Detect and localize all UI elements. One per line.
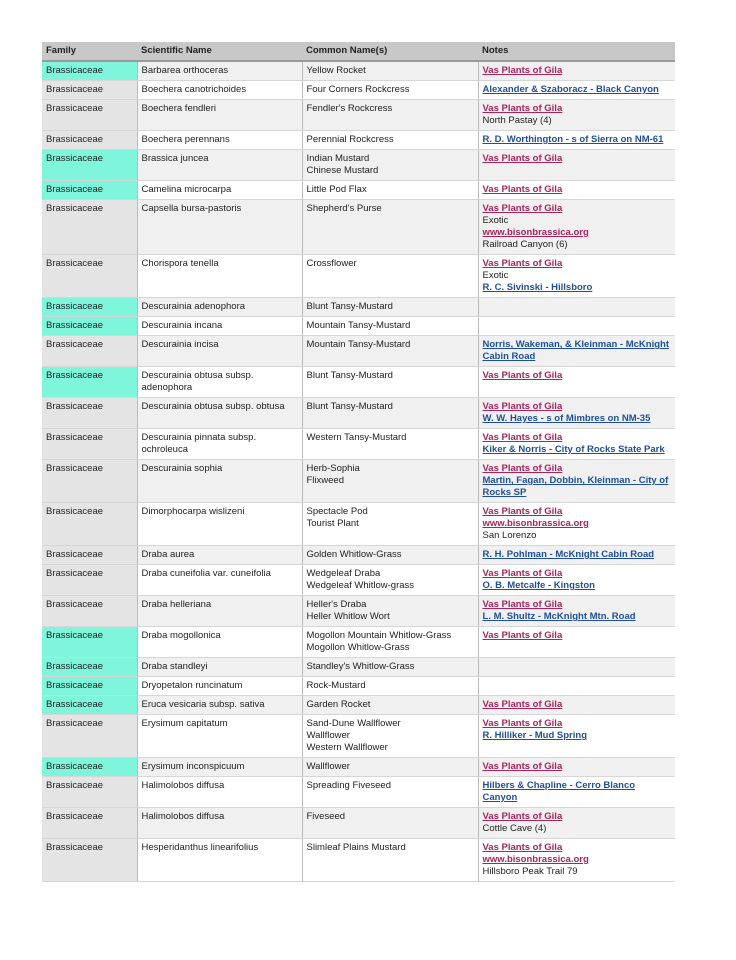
note-link[interactable]: O. B. Metcalfe - Kingston [482, 580, 595, 591]
plant-list-table [42, 42, 675, 882]
common-name-line: Fiveseed [306, 811, 346, 822]
scientific-name-line: adenophora [141, 382, 193, 393]
table-row [42, 696, 675, 715]
notes-cell [478, 298, 675, 317]
note-link[interactable]: Vas Plants of Gila [482, 153, 563, 164]
scientific-name-cell [137, 565, 302, 596]
common-name-line: Mountain Tansy-Mustard [306, 320, 411, 331]
table-row [42, 150, 675, 181]
common-name-cell [302, 658, 478, 677]
note-link[interactable]: Vas Plants of Gila [482, 401, 563, 412]
table-row [42, 565, 675, 596]
notes-cell [478, 336, 675, 367]
family-cell: Brassicaceae [42, 696, 137, 715]
common-name-line: Wallflower [306, 730, 350, 741]
family-cell: Brassicaceae [42, 150, 137, 181]
scientific-name-line: Capsella bursa-pastoris [141, 203, 242, 214]
table-row [42, 596, 675, 627]
scientific-name-cell [137, 696, 302, 715]
family-cell: Brassicaceae [42, 808, 137, 839]
scientific-name-cell [137, 200, 302, 255]
notes-cell [478, 150, 675, 181]
notes-cell [478, 61, 675, 81]
scientific-name-line: Chorispora tenella [141, 258, 219, 269]
common-name-line: Wedgeleaf Whitlow-grass [306, 580, 415, 591]
table-row [42, 758, 675, 777]
common-name-line: Flixweed [306, 475, 344, 486]
common-name-cell [302, 100, 478, 131]
family-cell: Brassicaceae [42, 546, 137, 565]
common-name-cell [302, 677, 478, 696]
common-name-line: Herb-Sophia [306, 463, 360, 474]
scientific-name-cell [137, 546, 302, 565]
table-row [42, 503, 675, 546]
table-row [42, 429, 675, 460]
table-row [42, 777, 675, 808]
note-text: Exotic [482, 215, 509, 226]
common-name-line: Spreading Fiveseed [306, 780, 391, 791]
scientific-name-cell [137, 150, 302, 181]
note-link[interactable]: Vas Plants of Gila [482, 463, 563, 474]
note-link[interactable]: R. C. Sivinski - Hillsboro [482, 282, 593, 293]
common-name-line: Wedgeleaf Draba [306, 568, 381, 579]
table-row [42, 100, 675, 131]
note-link[interactable]: Norris, Wakeman, & Kleinman - McKnight Cabin Road [482, 339, 670, 362]
note-link[interactable]: www.bisonbrassica.org [482, 518, 589, 529]
note-link[interactable]: Vas Plants of Gila [482, 184, 563, 195]
family-cell: Brassicaceae [42, 677, 137, 696]
table-row [42, 808, 675, 839]
common-name-cell [302, 460, 478, 503]
table-row [42, 677, 675, 696]
scientific-name-line: Barbarea orthoceras [141, 65, 229, 76]
common-name-line: Perennial Rockcress [306, 134, 394, 145]
table-row [42, 61, 675, 81]
scientific-name-line: Draba helleriana [141, 599, 212, 610]
note-text: Exotic [482, 270, 509, 281]
common-name-line: Mountain Tansy-Mustard [306, 339, 411, 350]
common-name-line: Mogollon Whitlow-Grass [306, 642, 410, 653]
family-cell: Brassicaceae [42, 777, 137, 808]
notes-cell [478, 398, 675, 429]
common-name-line: Western Tansy-Mustard [306, 432, 407, 443]
common-name-cell [302, 200, 478, 255]
notes-cell [478, 696, 675, 715]
scientific-name-line: Erysimum capitatum [141, 718, 228, 729]
note-link[interactable]: Vas Plants of Gila [482, 842, 563, 853]
common-name-line: Spectacle Pod [306, 506, 368, 517]
common-name-line: Standley's Whitlow-Grass [306, 661, 415, 672]
common-name-cell [302, 596, 478, 627]
note-link[interactable]: Vas Plants of Gila [482, 699, 563, 710]
notes-cell [478, 658, 675, 677]
common-name-line: Blunt Tansy-Mustard [306, 370, 393, 381]
family-cell: Brassicaceae [42, 658, 137, 677]
note-link[interactable]: Martin, Fagan, Dobbin, Kleinman - City of Rocks SP [482, 475, 669, 498]
scientific-name-cell [137, 808, 302, 839]
family-cell: Brassicaceae [42, 81, 137, 100]
scientific-name-cell [137, 677, 302, 696]
scientific-name-line: Camelina microcarpa [141, 184, 232, 195]
note-link[interactable]: R. Hilliker - Mud Spring [482, 730, 588, 741]
note-link[interactable]: Vas Plants of Gila [482, 568, 563, 579]
scientific-name-cell [137, 131, 302, 150]
family-cell: Brassicaceae [42, 61, 137, 81]
common-name-line: Crossflower [306, 258, 357, 269]
notes-cell [478, 758, 675, 777]
scientific-name-line: Descurainia obtusa subsp. [141, 370, 254, 381]
scientific-name-cell [137, 503, 302, 546]
family-cell: Brassicaceae [42, 317, 137, 336]
scientific-name-cell [137, 181, 302, 200]
common-name-cell [302, 627, 478, 658]
scientific-name-line: Dryopetalon runcinatum [141, 680, 243, 691]
family-cell: Brassicaceae [42, 200, 137, 255]
common-name-cell [302, 298, 478, 317]
note-link[interactable]: W. W. Hayes - s of Mimbres on NM-35 [482, 413, 651, 424]
note-link[interactable]: Vas Plants of Gila [482, 103, 563, 114]
common-name-cell [302, 61, 478, 81]
note-link[interactable]: Vas Plants of Gila [482, 630, 563, 641]
family-cell: Brassicaceae [42, 460, 137, 503]
scientific-name-line: Brassica juncea [141, 153, 209, 164]
notes-cell [478, 808, 675, 839]
scientific-name-line: Descurainia incana [141, 320, 223, 331]
scientific-name-cell [137, 658, 302, 677]
scientific-name-line: Draba standleyi [141, 661, 208, 672]
family-cell: Brassicaceae [42, 131, 137, 150]
common-name-line: Wallflower [306, 761, 350, 772]
note-text: Cottle Cave (4) [482, 823, 547, 834]
family-cell: Brassicaceae [42, 181, 137, 200]
notes-cell [478, 839, 675, 882]
common-name-cell [302, 758, 478, 777]
common-name-cell [302, 808, 478, 839]
common-name-cell [302, 546, 478, 565]
note-link[interactable]: Hilbers & Chapline - Cerro Blanco Canyon [482, 780, 636, 803]
scientific-name-cell [137, 398, 302, 429]
scientific-name-cell [137, 596, 302, 627]
scientific-name-line: Boechera perennans [141, 134, 230, 145]
scientific-name-cell [137, 777, 302, 808]
notes-cell [478, 503, 675, 546]
table-row [42, 460, 675, 503]
table-row [42, 181, 675, 200]
note-link[interactable]: Vas Plants of Gila [482, 65, 563, 76]
table-row [42, 81, 675, 100]
family-cell: Brassicaceae [42, 565, 137, 596]
header-scientific-name: Scientific Name [137, 42, 302, 61]
notes-cell [478, 81, 675, 100]
scientific-name-line: Halimolobos diffusa [141, 780, 225, 791]
common-name-cell [302, 503, 478, 546]
common-name-cell [302, 696, 478, 715]
table-row [42, 255, 675, 298]
note-link[interactable]: Vas Plants of Gila [482, 599, 563, 610]
note-link[interactable]: www.bisonbrassica.org [482, 227, 589, 238]
header-common-names: Common Name(s) [302, 42, 478, 61]
table-row [42, 317, 675, 336]
family-cell: Brassicaceae [42, 336, 137, 367]
note-link[interactable]: Alexander & Szaboracz - Black Canyon [482, 84, 659, 95]
notes-cell [478, 131, 675, 150]
common-name-cell [302, 255, 478, 298]
table-row [42, 627, 675, 658]
scientific-name-cell [137, 317, 302, 336]
table-row [42, 658, 675, 677]
scientific-name-line: Halimolobos diffusa [141, 811, 225, 822]
note-text: Hillsboro Peak Trail 79 [482, 866, 578, 877]
note-link[interactable]: Vas Plants of Gila [482, 718, 563, 729]
notes-cell [478, 200, 675, 255]
table-row [42, 336, 675, 367]
common-name-cell [302, 715, 478, 758]
table-row [42, 546, 675, 565]
common-name-line: Four Corners Rockcress [306, 84, 410, 95]
table-row [42, 398, 675, 429]
note-link[interactable]: Kiker & Norris - City of Rocks State Park [482, 444, 665, 455]
notes-cell [478, 317, 675, 336]
header-notes: Notes [478, 42, 675, 61]
scientific-name-line: Eruca vesicaria subsp. sativa [141, 699, 265, 710]
common-name-line: Fendler's Rockcress [306, 103, 393, 114]
family-cell: Brassicaceae [42, 367, 137, 398]
notes-cell [478, 460, 675, 503]
notes-cell [478, 565, 675, 596]
common-name-cell [302, 398, 478, 429]
scientific-name-line: Descurainia adenophora [141, 301, 246, 312]
scientific-name-line: Draba aurea [141, 549, 195, 560]
common-name-line: Blunt Tansy-Mustard [306, 401, 393, 412]
notes-cell [478, 429, 675, 460]
scientific-name-line: ochroleuca [141, 444, 188, 455]
notes-cell [478, 255, 675, 298]
note-link[interactable]: Vas Plants of Gila [482, 203, 563, 214]
common-name-line: Chinese Mustard [306, 165, 379, 176]
scientific-name-line: Boechera canotrichoides [141, 84, 247, 95]
note-link[interactable]: Vas Plants of Gila [482, 370, 563, 381]
family-cell: Brassicaceae [42, 503, 137, 546]
scientific-name-cell [137, 839, 302, 882]
common-name-line: Shepherd's Purse [306, 203, 382, 214]
table-row [42, 200, 675, 255]
family-cell: Brassicaceae [42, 255, 137, 298]
family-cell: Brassicaceae [42, 429, 137, 460]
common-name-cell [302, 181, 478, 200]
notes-cell [478, 596, 675, 627]
note-link[interactable]: R. H. Pohlman - McKnight Cabin Road [482, 549, 655, 560]
scientific-name-cell [137, 367, 302, 398]
common-name-line: Little Pod Flax [306, 184, 367, 195]
common-name-line: Western Wallflower [306, 742, 388, 753]
scientific-name-cell [137, 336, 302, 367]
header-family: Family [42, 42, 137, 61]
common-name-line: Golden Whitlow-Grass [306, 549, 402, 560]
common-name-cell [302, 839, 478, 882]
table-row [42, 131, 675, 150]
scientific-name-line: Dimorphocarpa wislizeni [141, 506, 245, 517]
scientific-name-cell [137, 627, 302, 658]
common-name-line: Garden Rocket [306, 699, 371, 710]
notes-cell [478, 627, 675, 658]
header-row [42, 42, 675, 61]
common-name-line: Heller Whitlow Wort [306, 611, 390, 622]
scientific-name-cell [137, 61, 302, 81]
scientific-name-cell [137, 460, 302, 503]
common-name-cell [302, 336, 478, 367]
common-name-cell [302, 429, 478, 460]
common-name-cell [302, 367, 478, 398]
family-cell: Brassicaceae [42, 758, 137, 777]
family-cell: Brassicaceae [42, 627, 137, 658]
scientific-name-line: Draba cuneifolia var. cuneifolia [141, 568, 271, 579]
note-link[interactable]: Vas Plants of Gila [482, 811, 563, 822]
table-row [42, 839, 675, 882]
scientific-name-line: Descurainia sophia [141, 463, 223, 474]
common-name-cell [302, 317, 478, 336]
scientific-name-line: Descurainia incisa [141, 339, 219, 350]
common-name-cell [302, 131, 478, 150]
note-link[interactable]: Vas Plants of Gila [482, 258, 563, 269]
notes-cell [478, 367, 675, 398]
family-cell: Brassicaceae [42, 596, 137, 627]
notes-cell [478, 546, 675, 565]
note-link[interactable]: Vas Plants of Gila [482, 761, 563, 772]
scientific-name-line: Descurainia obtusa subsp. obtusa [141, 401, 285, 412]
scientific-name-cell [137, 255, 302, 298]
common-name-line: Mogollon Mountain Whitlow-Grass [306, 630, 452, 641]
scientific-name-cell [137, 298, 302, 317]
note-link[interactable]: Vas Plants of Gila [482, 432, 563, 443]
common-name-cell [302, 565, 478, 596]
notes-cell [478, 181, 675, 200]
family-cell: Brassicaceae [42, 398, 137, 429]
common-name-line: Sand-Dune Wallflower [306, 718, 401, 729]
scientific-name-cell [137, 100, 302, 131]
scientific-name-line: Boechera fendleri [141, 103, 216, 114]
scientific-name-cell [137, 715, 302, 758]
scientific-name-cell [137, 81, 302, 100]
notes-cell [478, 677, 675, 696]
family-cell: Brassicaceae [42, 100, 137, 131]
scientific-name-cell [137, 429, 302, 460]
notes-cell [478, 777, 675, 808]
scientific-name-cell [137, 758, 302, 777]
note-link[interactable]: www.bisonbrassica.org [482, 854, 589, 865]
common-name-cell [302, 777, 478, 808]
common-name-line: Slimleaf Plains Mustard [306, 842, 406, 853]
family-cell: Brassicaceae [42, 839, 137, 882]
common-name-line: Heller's Draba [306, 599, 367, 610]
notes-cell [478, 100, 675, 131]
common-name-line: Tourist Plant [306, 518, 359, 529]
note-link[interactable]: R. D. Worthington - s of Sierra on NM-61 [482, 134, 664, 145]
common-name-line: Blunt Tansy-Mustard [306, 301, 393, 312]
scientific-name-line: Draba mogollonica [141, 630, 221, 641]
table-row [42, 298, 675, 317]
common-name-line: Yellow Rocket [306, 65, 366, 76]
common-name-cell [302, 81, 478, 100]
note-link[interactable]: Vas Plants of Gila [482, 506, 563, 517]
note-text: Railroad Canyon (6) [482, 239, 568, 250]
note-text: San Lorenzo [482, 530, 537, 541]
common-name-line: Indian Mustard [306, 153, 370, 164]
note-text: North Pastay (4) [482, 115, 552, 126]
table-row [42, 715, 675, 758]
note-link[interactable]: L. M. Shultz - McKnight Mtn. Road [482, 611, 636, 622]
scientific-name-line: Hesperidanthus linearifolius [141, 842, 259, 853]
family-cell: Brassicaceae [42, 715, 137, 758]
common-name-cell [302, 150, 478, 181]
table-row [42, 367, 675, 398]
scientific-name-line: Erysimum inconspicuum [141, 761, 245, 772]
scientific-name-line: Descurainia pinnata subsp. [141, 432, 257, 443]
common-name-line: Rock-Mustard [306, 680, 366, 691]
family-cell: Brassicaceae [42, 298, 137, 317]
notes-cell [478, 715, 675, 758]
